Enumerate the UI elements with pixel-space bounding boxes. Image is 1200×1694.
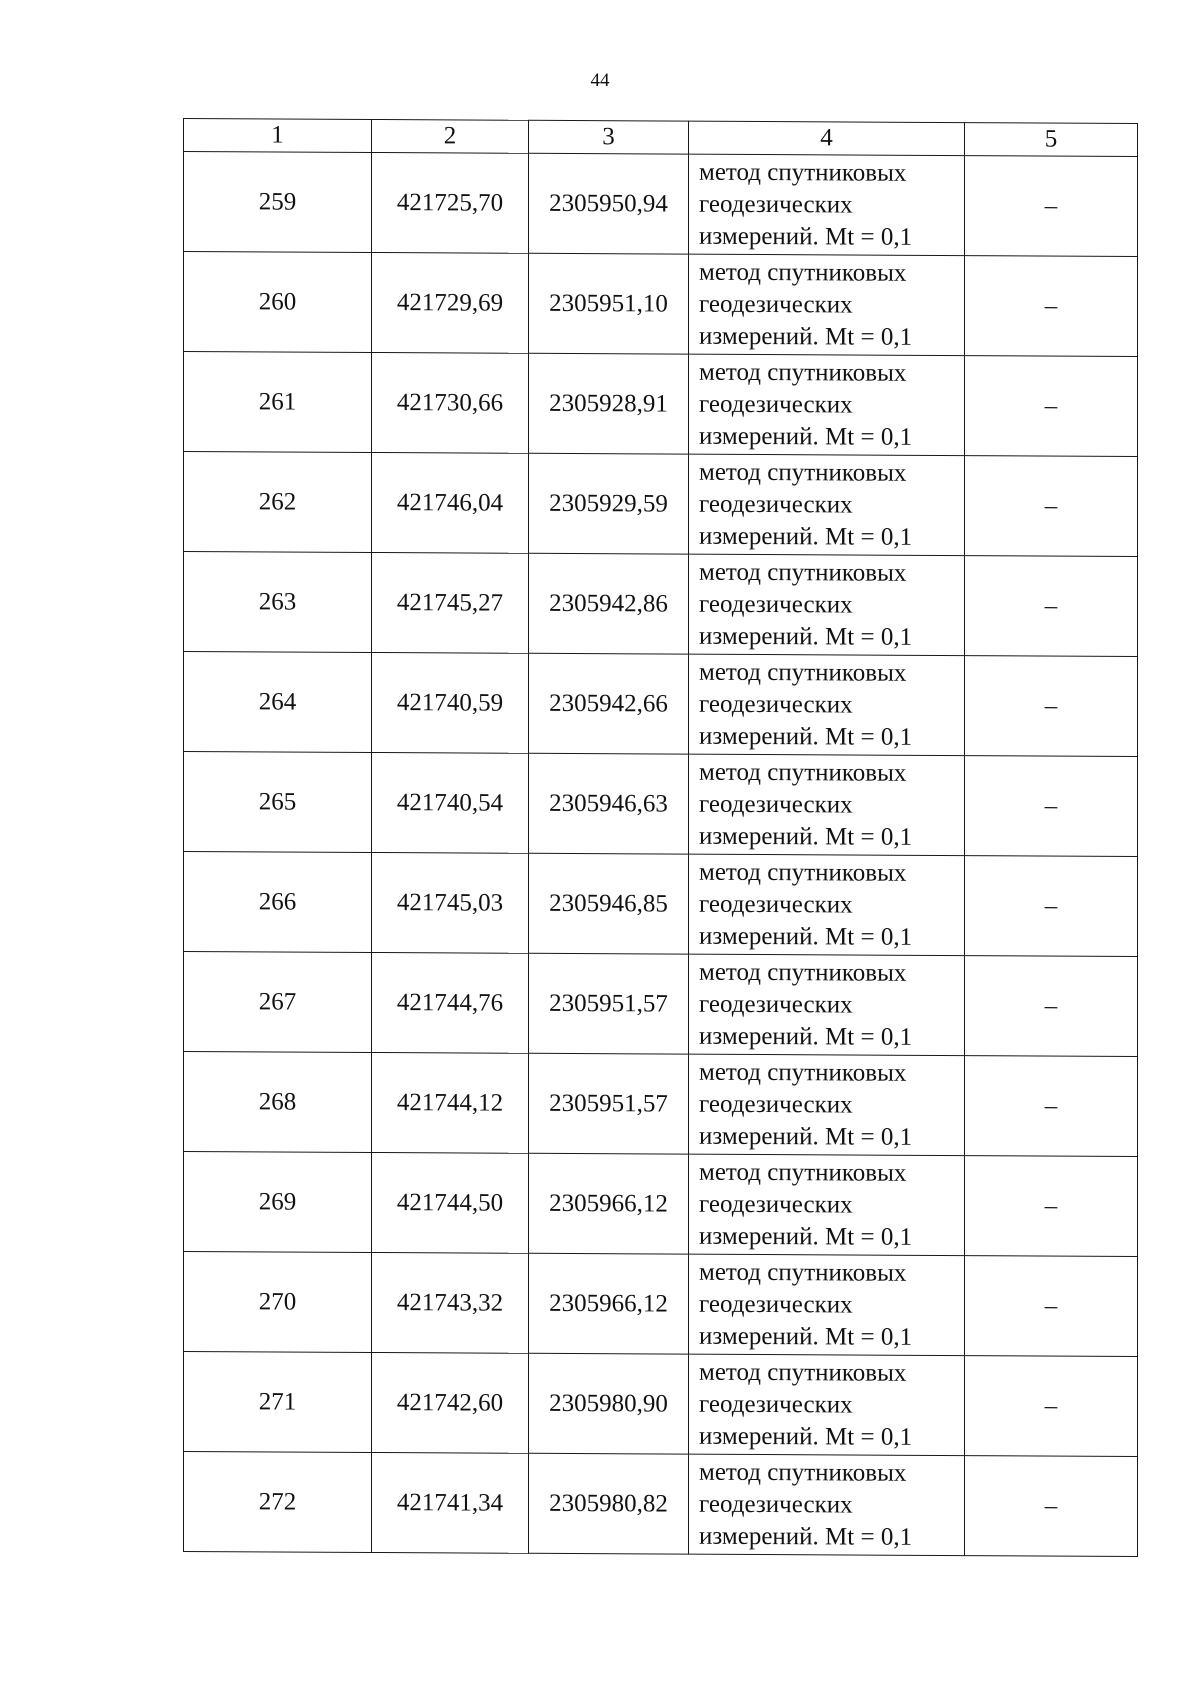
y-coordinate-cell: 2305951,57 xyxy=(529,1053,689,1154)
method-line: измерений. Mt = 0,1 xyxy=(699,822,913,851)
method-cell xyxy=(689,854,965,955)
table-row xyxy=(184,752,1138,857)
method-cell xyxy=(689,554,965,655)
point-number-cell: 272 xyxy=(184,1452,372,1553)
method-line: геодезических xyxy=(699,1390,853,1419)
x-coordinate-cell: 421741,34 xyxy=(372,1452,529,1553)
x-coordinate-cell: 421740,59 xyxy=(372,652,529,753)
x-coordinate-cell: 421740,54 xyxy=(372,752,529,853)
method-line: геодезических xyxy=(699,1490,853,1519)
method-line: метод спутниковых xyxy=(699,1258,907,1287)
method-line: геодезических xyxy=(699,190,853,219)
table-row xyxy=(184,852,1138,957)
method-line: метод спутниковых xyxy=(699,1458,907,1487)
method-line: метод спутниковых xyxy=(699,958,907,987)
method-line: геодезических xyxy=(699,690,853,719)
x-coordinate-cell: 421744,76 xyxy=(372,952,529,1053)
method-line: метод спутниковых xyxy=(699,858,907,887)
point-number-cell: 263 xyxy=(184,552,372,653)
point-number-cell: 267 xyxy=(184,952,372,1053)
note-cell: – xyxy=(965,756,1138,857)
note-cell: – xyxy=(965,1056,1138,1157)
note-cell: – xyxy=(965,156,1138,257)
table-row xyxy=(184,1052,1138,1157)
method-line: геодезических xyxy=(699,890,853,919)
note-cell: – xyxy=(965,1256,1138,1357)
note-cell: – xyxy=(965,456,1138,557)
y-coordinate-cell: 2305951,57 xyxy=(529,953,689,1054)
point-number-cell: 270 xyxy=(184,1252,372,1353)
x-coordinate-cell: 421729,69 xyxy=(372,252,529,353)
point-number-cell: 269 xyxy=(184,1152,372,1253)
y-coordinate-cell: 2305950,94 xyxy=(529,153,689,254)
note-cell: – xyxy=(965,956,1138,1057)
point-number-cell: 271 xyxy=(184,1352,372,1453)
y-coordinate-cell: 2305942,66 xyxy=(529,653,689,754)
note-cell: – xyxy=(965,1356,1138,1457)
table-row xyxy=(184,552,1138,657)
note-cell: – xyxy=(965,556,1138,657)
method-cell xyxy=(689,1154,965,1255)
point-number-cell: 268 xyxy=(184,1052,372,1153)
method-line: измерений. Mt = 0,1 xyxy=(699,1422,913,1451)
method-cell xyxy=(689,1054,965,1155)
method-cell xyxy=(689,954,965,1055)
point-number-cell: 261 xyxy=(184,352,372,453)
table-row xyxy=(184,1352,1138,1457)
method-cell xyxy=(689,1254,965,1355)
method-line: метод спутниковых xyxy=(699,1158,907,1187)
method-line: измерений. Mt = 0,1 xyxy=(699,1122,913,1151)
method-line: геодезических xyxy=(699,990,853,1019)
method-cell xyxy=(689,754,965,855)
x-coordinate-cell: 421746,04 xyxy=(372,452,529,553)
table-row xyxy=(184,252,1138,357)
method-line: метод спутниковых xyxy=(699,358,907,387)
y-coordinate-cell: 2305951,10 xyxy=(529,253,689,354)
table-row xyxy=(184,652,1138,757)
page-number: 44 xyxy=(590,70,610,91)
method-cell xyxy=(689,154,965,255)
point-number-cell: 265 xyxy=(184,752,372,853)
x-coordinate-cell: 421725,70 xyxy=(372,152,529,253)
method-line: геодезических xyxy=(699,1290,853,1319)
method-line: измерений. Mt = 0,1 xyxy=(699,922,913,951)
x-coordinate-cell: 421742,60 xyxy=(372,1352,529,1453)
table-row xyxy=(184,152,1138,257)
note-cell: – xyxy=(965,256,1138,357)
method-line: геодезических xyxy=(699,1090,853,1119)
method-cell xyxy=(689,454,965,555)
table-row xyxy=(184,952,1138,1057)
x-coordinate-cell: 421744,12 xyxy=(372,1052,529,1153)
table-row xyxy=(184,352,1138,457)
method-line: измерений. Mt = 0,1 xyxy=(699,522,913,551)
header-col-2: 2 xyxy=(372,119,529,153)
method-line: геодезических xyxy=(699,290,853,319)
x-coordinate-cell: 421744,50 xyxy=(372,1152,529,1253)
header-col-1: 1 xyxy=(184,119,372,153)
method-line: метод спутниковых xyxy=(699,1058,907,1087)
method-line: геодезических xyxy=(699,490,853,519)
method-line: измерений. Mt = 0,1 xyxy=(699,722,913,751)
note-cell: – xyxy=(965,1156,1138,1257)
method-line: измерений. Mt = 0,1 xyxy=(699,222,913,251)
note-cell: – xyxy=(965,356,1138,457)
header-col-4: 4 xyxy=(689,121,965,155)
point-number-cell: 259 xyxy=(184,152,372,253)
method-line: метод спутниковых xyxy=(699,1358,907,1387)
table-row xyxy=(184,452,1138,557)
method-line: измерений. Mt = 0,1 xyxy=(699,622,913,651)
method-cell xyxy=(689,654,965,755)
table-row xyxy=(184,1452,1138,1557)
method-line: геодезических xyxy=(699,590,853,619)
method-line: измерений. Mt = 0,1 xyxy=(699,322,913,351)
note-cell: – xyxy=(965,1456,1138,1557)
x-coordinate-cell: 421745,27 xyxy=(372,552,529,653)
method-line: метод спутниковых xyxy=(699,758,907,787)
method-line: измерений. Mt = 0,1 xyxy=(699,1522,913,1551)
method-line: метод спутниковых xyxy=(699,258,907,287)
table-body xyxy=(184,152,1138,1557)
method-cell xyxy=(689,354,965,455)
header-row xyxy=(184,119,1138,157)
y-coordinate-cell: 2305929,59 xyxy=(529,453,689,554)
y-coordinate-cell: 2305942,86 xyxy=(529,553,689,654)
y-coordinate-cell: 2305966,12 xyxy=(529,1153,689,1254)
table-header xyxy=(184,119,1138,157)
method-line: метод спутниковых xyxy=(699,158,907,187)
method-line: измерений. Mt = 0,1 xyxy=(699,1322,913,1351)
method-cell xyxy=(689,1354,965,1455)
method-line: измерений. Mt = 0,1 xyxy=(699,1222,913,1251)
method-line: геодезических xyxy=(699,1190,853,1219)
y-coordinate-cell: 2305980,82 xyxy=(529,1453,689,1554)
method-line: метод спутниковых xyxy=(699,558,907,587)
point-number-cell: 264 xyxy=(184,652,372,753)
note-cell: – xyxy=(965,656,1138,757)
point-number-cell: 262 xyxy=(184,452,372,553)
y-coordinate-cell: 2305980,90 xyxy=(529,1353,689,1454)
method-line: метод спутниковых xyxy=(699,458,907,487)
method-line: геодезических xyxy=(699,390,853,419)
header-col-5: 5 xyxy=(965,123,1138,157)
coordinates-table xyxy=(183,118,1138,1557)
method-cell xyxy=(689,1454,965,1555)
y-coordinate-cell: 2305946,85 xyxy=(529,853,689,954)
table-row xyxy=(184,1152,1138,1257)
table-row xyxy=(184,1252,1138,1357)
x-coordinate-cell: 421745,03 xyxy=(372,852,529,953)
method-cell xyxy=(689,254,965,355)
header-col-3: 3 xyxy=(529,120,689,154)
y-coordinate-cell: 2305946,63 xyxy=(529,753,689,854)
y-coordinate-cell: 2305966,12 xyxy=(529,1253,689,1354)
method-line: геодезических xyxy=(699,790,853,819)
y-coordinate-cell: 2305928,91 xyxy=(529,353,689,454)
x-coordinate-cell: 421730,66 xyxy=(372,352,529,453)
note-cell: – xyxy=(965,856,1138,957)
method-line: измерений. Mt = 0,1 xyxy=(699,422,913,451)
point-number-cell: 260 xyxy=(184,252,372,353)
method-line: измерений. Mt = 0,1 xyxy=(699,1022,913,1051)
x-coordinate-cell: 421743,32 xyxy=(372,1252,529,1353)
method-line: метод спутниковых xyxy=(699,658,907,687)
point-number-cell: 266 xyxy=(184,852,372,953)
